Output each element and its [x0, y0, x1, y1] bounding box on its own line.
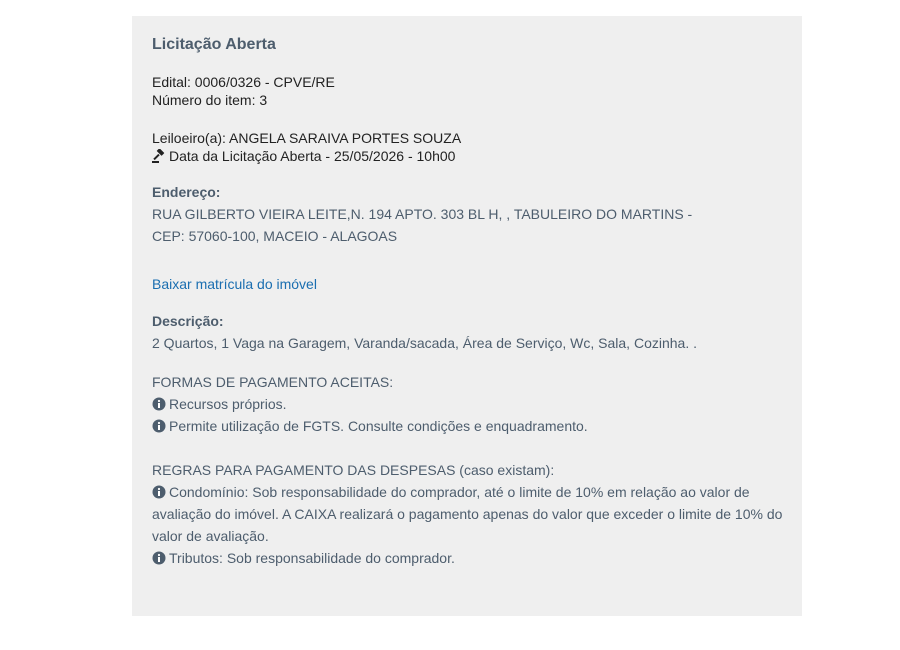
payment-item-text: Permite utilização de FGTS. Consulte condições e enquadramento. [169, 418, 588, 434]
payment-item [152, 393, 792, 415]
address-label: Endereço: [152, 184, 221, 200]
rules-item [152, 547, 792, 569]
rules-item-text: Condomínio: Sob responsabilidade do comprador, até o limite de 10% em relação ao valor de avaliação do imóvel. A CAIXA realizará o pagamento apenas do valor que exceder o limite de 10% do valor de avaliação. [152, 484, 783, 544]
address-text [152, 203, 792, 247]
edital-text: Edital: 0006/0326 - CPVE/RE [152, 74, 335, 90]
description-text: 2 Quartos, 1 Vaga na Garagem, Varanda/sacada, Área de Serviço, Wc, Sala, Cozinha. . [152, 335, 697, 351]
info-circle-icon [152, 485, 166, 499]
auction-date-row [152, 147, 455, 165]
item-number-text: Número do item: 3 [152, 92, 268, 108]
listing-title: Licitação Aberta [152, 36, 276, 53]
auction-date-text: Data da Licitação Aberta - 25/05/2026 - 10h00 [169, 148, 456, 164]
payment-item-text: Recursos próprios. [169, 396, 287, 412]
payment-heading: FORMAS DE PAGAMENTO ACEITAS: [152, 374, 394, 390]
info-circle-icon [152, 551, 166, 565]
auctioneer-text: Leiloeiro(a): ANGELA SARAIVA PORTES SOUZA [152, 130, 462, 146]
gavel-icon [152, 149, 166, 163]
download-registration-link-wrap [152, 275, 317, 293]
info-circle-icon [152, 419, 166, 433]
rules-item-text: Tributos: Sob responsabilidade do comprador. [169, 550, 455, 566]
description-label: Descrição: [152, 313, 224, 329]
address-line-2: CEP: 57060-100, MACEIO - ALAGOAS [152, 228, 398, 244]
address-line-1: RUA GILBERTO VIEIRA LEITE,N. 194 APTO. 303 BL H, , TABULEIRO DO MARTINS - [152, 206, 693, 222]
info-circle-icon [152, 397, 166, 411]
listing-card [132, 16, 802, 616]
rules-section [152, 459, 792, 569]
download-registration-link[interactable]: Baixar matrícula do imóvel [152, 276, 317, 292]
payment-item [152, 415, 792, 437]
payment-section [152, 371, 792, 437]
rules-heading: REGRAS PARA PAGAMENTO DAS DESPESAS (caso existam): [152, 462, 555, 478]
rules-item [152, 481, 792, 547]
